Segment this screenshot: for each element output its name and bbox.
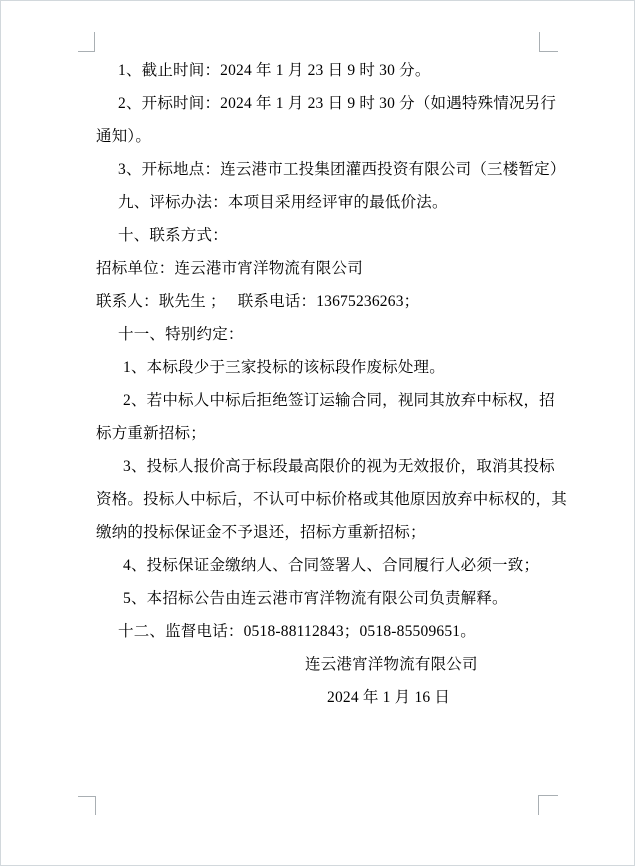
line-signature-company: 连云港宵洋物流有限公司 bbox=[305, 656, 478, 673]
line-section-9-evaluation: 九、评标办法：本项目采用经评审的最低价法。 bbox=[118, 194, 448, 211]
line-tender-unit: 招标单位：连云港市宵洋物流有限公司 bbox=[96, 260, 363, 277]
line-section-10-contact: 十、联系方式： bbox=[118, 227, 228, 244]
line-item-1-deadline: 1、截止时间：2024 年 1 月 23 日 9 时 30 分。 bbox=[118, 62, 431, 79]
text-boundary-mark-top-left bbox=[78, 32, 95, 52]
line-special-item-2-cont: 标方重新招标； bbox=[96, 425, 206, 442]
line-special-item-3-cont-2: 缴纳的投标保证金不予退还，招标方重新招标； bbox=[96, 524, 426, 541]
line-special-item-1: 1、本标段少于三家投标的该标段作废标处理。 bbox=[123, 359, 445, 376]
line-special-item-5: 5、本招标公告由连云港市宵洋物流有限公司负责解释。 bbox=[123, 590, 508, 607]
text-boundary-mark-bottom-left bbox=[78, 796, 96, 815]
line-item-2-open-time-cont: 通知）。 bbox=[96, 128, 152, 145]
text-boundary-mark-bottom-right bbox=[538, 795, 558, 815]
line-section-11-special: 十一、特别约定： bbox=[118, 326, 244, 343]
line-special-item-2: 2、若中标人中标后拒绝签订运输合同，视同其放弃中标权，招 bbox=[123, 392, 555, 409]
line-special-item-3-cont-1: 资格。投标人中标后，不认可中标价格或其他原因放弃中标权的，其 bbox=[96, 491, 568, 508]
line-item-2-open-time: 2、开标时间：2024 年 1 月 23 日 9 时 30 分（如遇特殊情况另行 bbox=[118, 95, 557, 112]
line-special-item-3: 3、投标人报价高于标段最高限价的视为无效报价，取消其投标 bbox=[123, 458, 555, 475]
text-boundary-mark-top-right bbox=[539, 32, 558, 52]
line-signature-date: 2024 年 1 月 16 日 bbox=[327, 689, 451, 706]
line-contact-person-phone: 联系人：耿先生 ； 联系电话：13675236263； bbox=[96, 293, 420, 310]
line-special-item-4: 4、投标保证金缴纳人、合同签署人、合同履行人必须一致； bbox=[123, 557, 540, 574]
line-section-12-supervision: 十二、监督电话：0518-88112843；0518-85509651。 bbox=[118, 623, 476, 640]
line-item-3-location: 3、开标地点：连云港市工投集团灌西投资有限公司（三楼暂定） bbox=[118, 161, 566, 178]
document-body bbox=[96, 54, 576, 714]
